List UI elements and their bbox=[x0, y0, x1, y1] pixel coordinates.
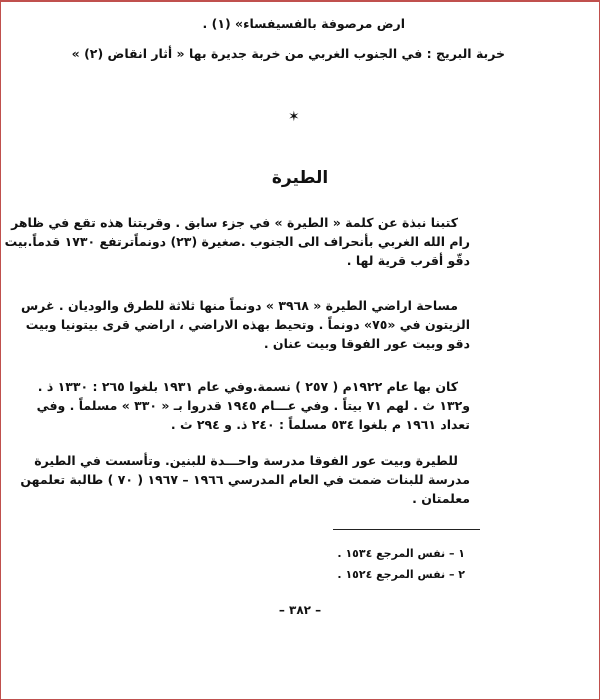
paragraph-line: مدرسة للبنات ضمت في العام المدرسي ١٩٦٦ – ١٩٦٧ ( ٧٠ ) طالبة تعلمهن bbox=[20, 472, 470, 487]
paragraph-line: معلمتان . bbox=[412, 491, 470, 506]
paragraph-line: دقّو أقرب قرية لها . bbox=[346, 253, 470, 268]
paragraph-intro bbox=[4, 213, 470, 270]
khirbet-entry-line: خربة البريج : في الجنوب الغربي من خربة جديرة بها « أثار انقاض (٢) » bbox=[71, 46, 505, 61]
section-heading: الطيرة bbox=[271, 168, 329, 188]
page-number: – ٣٨٢ – bbox=[278, 603, 322, 617]
footnote-2: ٢ – نفس المرجع ١٥٢٤ . bbox=[337, 568, 465, 581]
paragraph-line: و١٣٢ ث . لهم ٧١ بيتاً . وفي عـــام ١٩٤٥ قدروا بـ « ٣٣٠ » مسلماً . وفي bbox=[36, 398, 470, 413]
paragraph-line: دقو وبيت عور الفوقا وبيت عنان . bbox=[263, 336, 470, 351]
paragraph-line: للطيرة وبيت عور الفوقا مدرسة واحـــدة للبنين. وتأسست في الطيرة bbox=[34, 453, 458, 468]
footnote-divider bbox=[333, 529, 480, 530]
star-separator-icon: ✶ bbox=[288, 109, 300, 125]
paragraph-line: مساحة اراضي الطيرة « ٣٩٦٨ » دونماً منها ثلاثة للطرق والوديان . غرس bbox=[20, 298, 458, 313]
paragraph-line: تعداد ١٩٦١ م بلغوا ٥٣٤ مسلماً : ٢٤٠ ذ. و ٢٩٤ ث . bbox=[170, 417, 470, 432]
footnote-1: ١ – نفس المرجع ١٥٣٤ . bbox=[337, 547, 465, 560]
continued-text-line: ارض مرصوفة بالفسيفساء» (١) . bbox=[202, 16, 405, 31]
paragraph-schools bbox=[20, 451, 470, 508]
paragraph-line: كان بها عام ١٩٢٢م ( ٢٥٧ ) نسمة.وفي عام ١٩٣١ بلغوا ٢٦٥ : ١٣٣٠ ذ . bbox=[37, 379, 458, 394]
paragraph-line: رام الله الغربي بأنحراف الى الجنوب .صغيرة (٢٣) دونماًترتفع ١٧٣٠ قدماً.بيت bbox=[4, 234, 470, 249]
paragraph-line: الزيتون في «٧٥» دونماً . وتحيط بهذه الاراضي ، اراضي قرى بيتونيا وبيت bbox=[25, 317, 470, 332]
paragraph-population bbox=[36, 377, 470, 434]
paragraph-area bbox=[20, 296, 470, 353]
paragraph-line: كتبنا نبذة عن كلمة « الطيرة » في جزء سابق . وقريتنا هذه تقع في ظاهر bbox=[11, 215, 458, 230]
